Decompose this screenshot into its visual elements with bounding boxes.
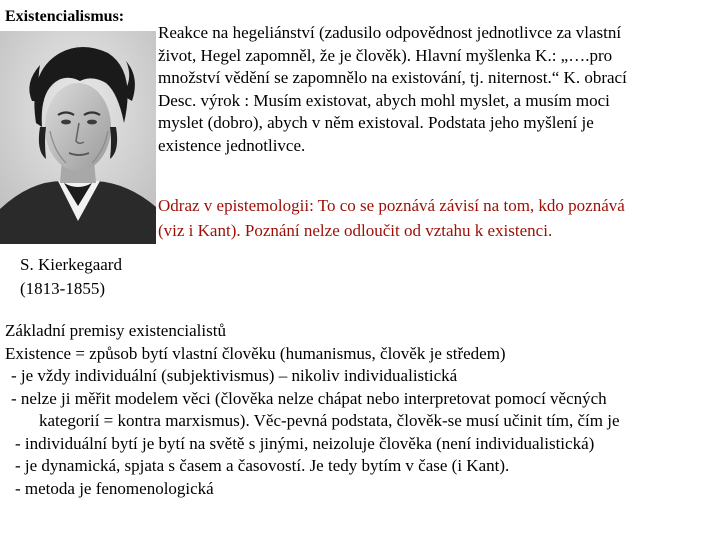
portrait-caption [20, 253, 122, 301]
intro-line: množství vědění se zapomnělo na existování, tj. niternost.“ K. obrací [158, 68, 627, 87]
intro-line: myslet (dobro), abych v něm existoval. Podstata jeho myšlení je [158, 113, 594, 132]
premise-item: - nelze ji měřit modelem věci (člověka nelze chápat nebo interpretovat pomocí věcných [11, 388, 607, 408]
premises-definition: Existence = způsob bytí vlastní člověku (humanismus, člověk je středem) [5, 343, 506, 363]
premise-item: - je vždy individuální (subjektivismus) – nikoliv individualistická [11, 366, 458, 385]
epistemology-line: Odraz v epistemologii: To co se poznává závisí na tom, kdo poznává [158, 196, 625, 215]
epistemology-paragraph [158, 193, 716, 243]
premise-item: kategorií = kontra marxismus). Věc-pevná podstata, člověk-se musí učinit tím, čím je [39, 411, 620, 430]
premise-item: - je dynamická, spjata s časem a časovostí. Je tedy bytím v čase (i Kant). [15, 456, 510, 475]
intro-line: Desc. výrok : Musím existovat, abych mohl myslet, a musím moci [158, 90, 610, 110]
premises-heading: Základní premisy existencialistů [5, 321, 226, 340]
intro-paragraph [158, 22, 716, 157]
caption-years: (1813-1855) [20, 279, 105, 298]
page-title: Existencialismus: [5, 8, 125, 25]
portrait-drawing [0, 31, 156, 244]
kierkegaard-portrait [0, 31, 156, 244]
intro-line: Reakce na hegeliánství (zadusilo odpovědnost jednotlivce za vlastní [158, 23, 622, 42]
premise-item: - metoda je fenomenologická [15, 478, 214, 498]
intro-line: život, Hegel zapomněl, že je člověk). Hlavní myšlenka K.: „….pro [158, 45, 613, 65]
premise-item: - individuální bytí je bytí na světě s jinými, neizoluje člověka (není individualistická) [15, 433, 595, 453]
caption-name: S. Kierkegaard [20, 255, 122, 274]
premises-section [5, 320, 720, 500]
intro-line: existence jednotlivce. [158, 135, 306, 155]
epistemology-line: (viz i Kant). Poznání nelze odloučit od vztahu k existenci. [158, 221, 553, 240]
